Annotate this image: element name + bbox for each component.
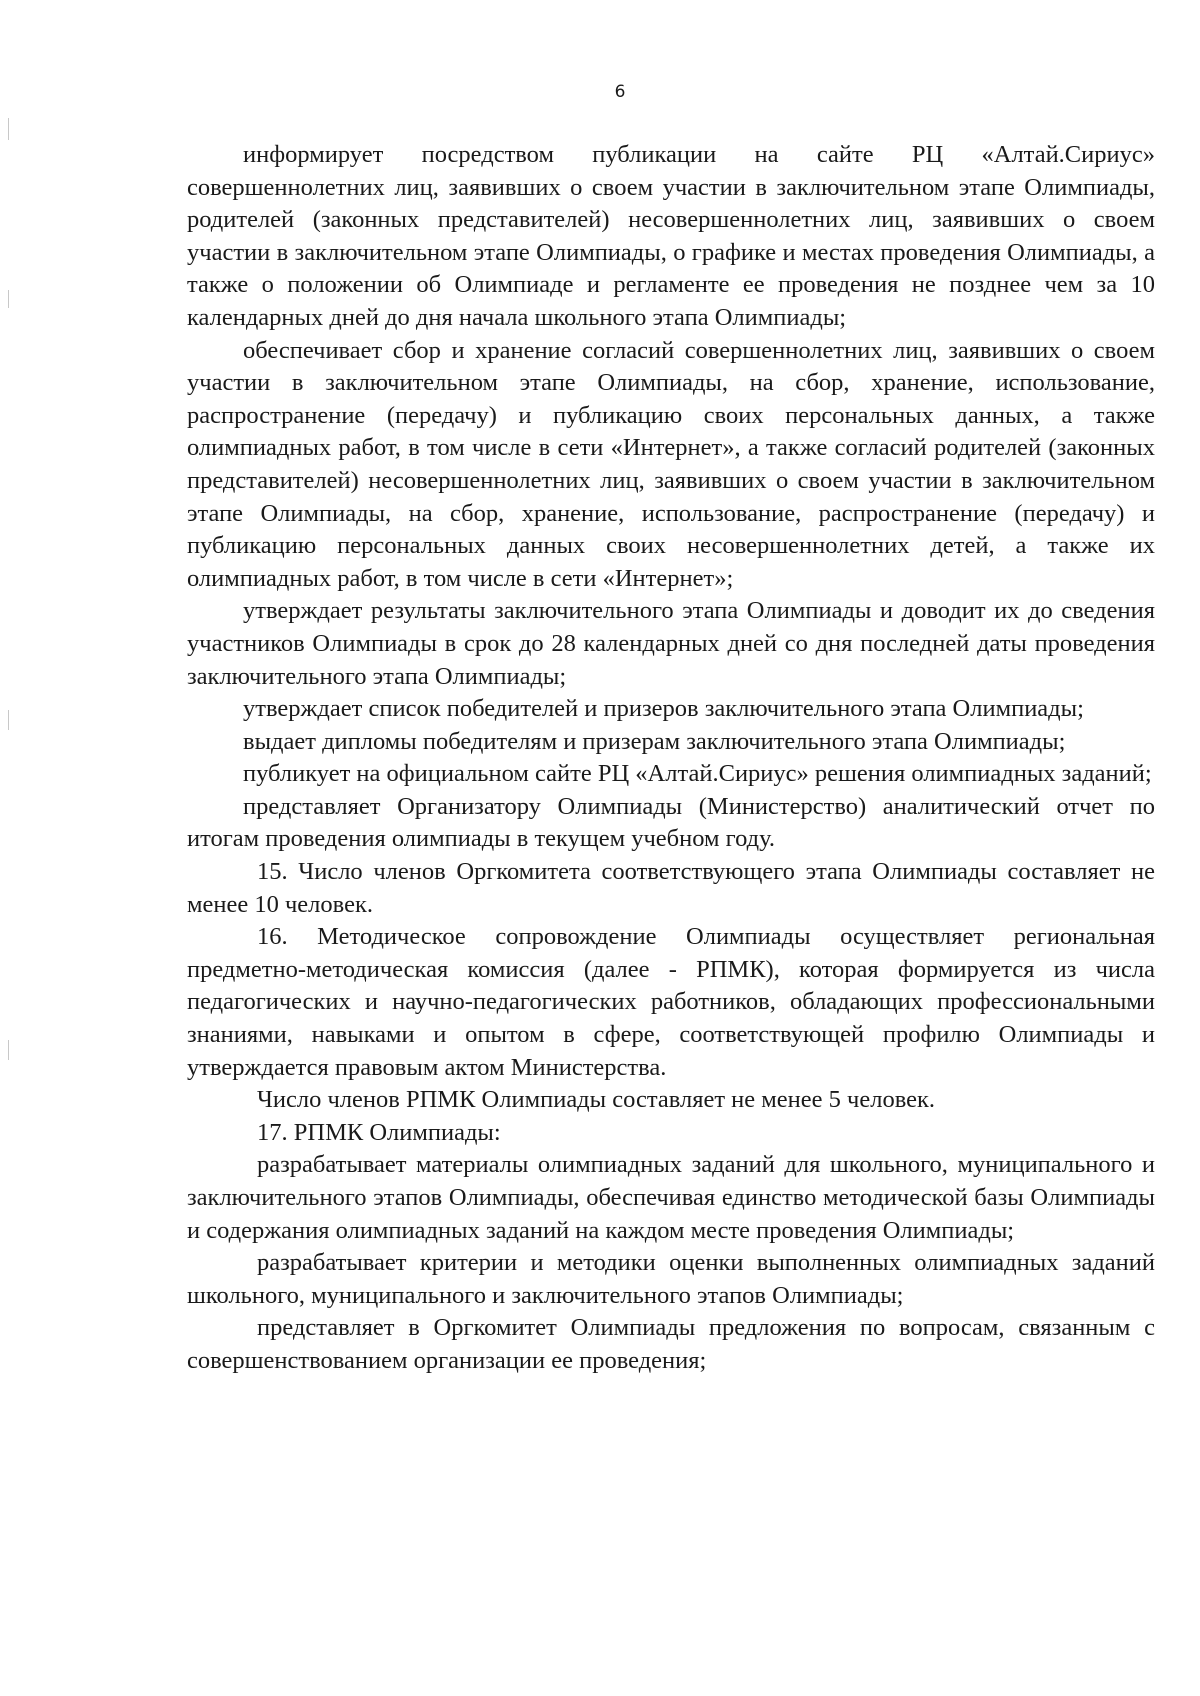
paragraph-analytic-report: представляет Организатору Олимпиады (Министерство) аналитический отчет по итогам проведения олимпиады в текущем учебном году. — [187, 792, 1155, 853]
document-body — [187, 139, 1155, 1378]
paragraph-item-15: 15. Число членов Оргкомитета соответствующего этапа Олимпиады составляет не менее 10 человек. — [187, 858, 1155, 918]
paragraph-develop-criteria: разрабатывает критерии и методики оценки выполненных олимпиадных заданий школьного, муниципального и заключительного этапов Олимпиады; — [187, 1249, 1155, 1309]
paragraph-approve-winners-list: утверждает список победителей и призеров заключительного этапа Олимпиады; — [243, 695, 1084, 723]
scan-margin-mark — [8, 118, 9, 140]
paragraph-publish-solutions: публикует на официальном сайте РЦ «Алтай.Сириус» решения олимпиадных заданий; — [243, 760, 1152, 788]
paragraph-develop-tasks: разрабатывает материалы олимпиадных заданий для школьного, муниципального и заключительного этапов Олимпиады, обеспечивая единство методической базы Олимпиады и содержания олимпиадных заданий на каждом месте проведения Олимпиады; — [187, 1151, 1155, 1244]
scan-margin-mark — [8, 710, 9, 730]
scan-margin-mark — [8, 1040, 9, 1060]
paragraph-consent-collection: обеспечивает сбор и хранение согласий совершеннолетних лиц, заявивших о своем участии в заключительном этапе Олимпиады, на сбор, хранение, использование, распространение (передачу) и публикацию своих персональных данных, а также олимпиадных работ, в том числе в сети «Интернет», а также согласий родителей (законных представителей) несовершеннолетних лиц, заявивших о своем участии в заключительном этапе Олимпиады, на сбор, хранение, использование, распространение (передачу) и публикацию персональных данных своих несовершеннолетних детей, а также их олимпиадных работ, в том числе в сети «Интернет»; — [187, 336, 1155, 592]
paragraph-approve-results: утверждает результаты заключительного этапа Олимпиады и доводит их до сведения участников Олимпиады в срок до 28 календарных дней со дня последней даты проведения заключительного этапа Олимпиады; — [187, 597, 1155, 690]
paragraph-submit-proposals: представляет в Оргкомитет Олимпиады предложения по вопросам, связанным с совершенствованием организации ее проведения; — [187, 1314, 1155, 1374]
paragraph-item-16: 16. Методическое сопровождение Олимпиады осуществляет региональная предметно-методическая комиссия (далее - РПМК), которая формируется из числа педагогических и научно-педагогических работников, обладающих профессиональными знаниями, навыками и опытом в сфере, соответствующей профилю Олимпиады и утверждается правовым актом Министерства. — [187, 923, 1155, 1081]
scan-margin-mark — [8, 290, 9, 308]
paragraph-item-17: 17. РПМК Олимпиады: — [257, 1118, 501, 1146]
paragraph-issue-diplomas: выдает дипломы победителям и призерам заключительного этапа Олимпиады; — [243, 727, 1066, 755]
paragraph-inform-publication: информирует посредством публикации на сайте РЦ «Алтай.Сириус» совершеннолетних лиц, заявивших о своем участии в заключительном этапе Олимпиады, родителей (законных представителей) несовершеннолетних лиц, заявивших о своем участии в заключительном этапе Олимпиады, о графике и местах проведения Олимпиады, а также о положении об Олимпиаде и регламенте ее проведения не позднее чем за 10 календарных дней до дня начала школьного этапа Олимпиады; — [187, 141, 1155, 331]
paragraph-rpmk-members: Число членов РПМК Олимпиады составляет не менее 5 человек. — [257, 1086, 936, 1114]
page-number: 6 — [614, 82, 626, 102]
